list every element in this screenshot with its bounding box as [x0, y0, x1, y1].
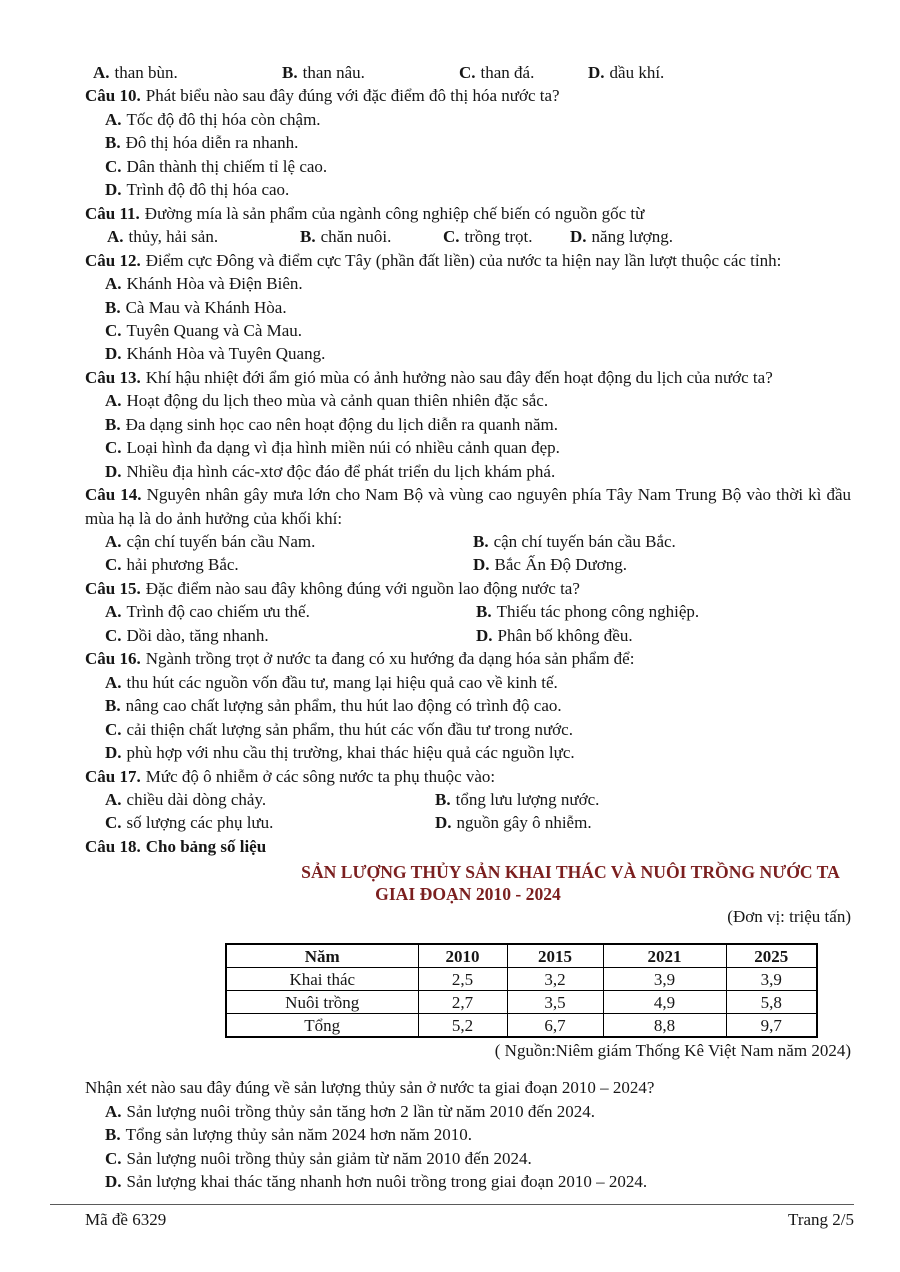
question-text: Phát biểu nào sau đây đúng với đặc điểm đô thị hóa nước ta?: [145, 86, 560, 106]
option-text: chăn nuôi.: [320, 227, 392, 247]
option: [85, 460, 851, 483]
option-letter: B.: [300, 227, 316, 247]
option: [85, 741, 851, 764]
option: [459, 61, 534, 84]
option-text: thủy, hải sản.: [128, 227, 219, 247]
option: [473, 553, 627, 576]
table-row: [226, 991, 817, 1014]
option-letter: A.: [105, 109, 122, 129]
table-cell: Tổng: [226, 1014, 418, 1038]
option-text: Tổng sản lượng thủy sản năm 2024 hơn năm 2010.: [125, 1125, 472, 1145]
options-row: [85, 530, 851, 553]
question-text: Khí hậu nhiệt đới ẩm gió mùa có ảnh hưởng nào sau đây đến hoạt động du lịch của nước ta?: [145, 367, 773, 387]
option: [85, 319, 851, 342]
table-cell: 9,7: [726, 1014, 817, 1038]
option: [435, 788, 599, 811]
question-stem: [85, 835, 851, 858]
option-text: Tốc độ đô thị hóa còn chậm.: [126, 109, 321, 129]
option: [473, 530, 676, 553]
table-cell: Nuôi trồng: [226, 991, 418, 1014]
option-text: chiều dài dòng chảy.: [126, 789, 267, 809]
question-label: Câu 12.: [85, 250, 141, 270]
option-letter: C.: [459, 63, 476, 82]
question-label: Câu 10.: [85, 86, 141, 106]
table-cell: 2,5: [418, 968, 507, 991]
option-text: Đô thị hóa diễn ra nhanh.: [125, 133, 299, 153]
question-text: Nguyên nhân gây mưa lớn cho Nam Bộ và vùng cao nguyên phía Tây Nam Trung Bộ vào thời kì đầu mùa hạ là do ảnh hưởng của khối khí:: [85, 485, 851, 528]
option-text: Khánh Hòa và Tuyên Quang.: [126, 344, 326, 364]
option-letter: B.: [105, 1125, 121, 1145]
option-text: Đa dạng sinh học cao nên hoạt động du lịch diễn ra quanh năm.: [125, 414, 559, 434]
option-letter: B.: [105, 133, 121, 153]
table-cell: 3,2: [507, 968, 603, 991]
option-text: cải thiện chất lượng sản phẩm, thu hút các vốn đầu tư trong nước.: [126, 719, 573, 739]
table-cell: 6,7: [507, 1014, 603, 1038]
question-label: Câu 14.: [85, 485, 142, 505]
table-cell: 2,7: [418, 991, 507, 1014]
option-list: [85, 671, 851, 765]
option-letter: D.: [105, 743, 122, 763]
question-stem: [85, 765, 851, 788]
options-row: [85, 624, 851, 647]
option-letter: D.: [105, 344, 122, 364]
table-title-line1: SẢN LƯỢNG THỦY SẢN KHAI THÁC VÀ NUÔI TRỒNG NƯỚC TA: [301, 862, 840, 883]
table-cell: 3,9: [726, 968, 817, 991]
option-letter: D.: [105, 1172, 122, 1192]
option-text: tổng lưu lượng nước.: [455, 789, 600, 809]
option-letter: A.: [105, 532, 122, 552]
option-letter: A.: [105, 789, 122, 809]
option: [85, 694, 851, 717]
table-source: ( Nguồn:Niêm giám Thống Kê Việt Nam năm 2024): [494, 1041, 851, 1061]
question-label: Câu 17.: [85, 766, 141, 786]
question-stem: [85, 483, 851, 530]
question-17: [85, 765, 851, 835]
option-letter: A.: [105, 391, 122, 411]
question-label: Câu 18.: [85, 836, 141, 856]
orphan-options-row: [85, 61, 851, 84]
question-label: Câu 11.: [85, 203, 140, 223]
option-text: Sản lượng khai thác tăng nhanh hơn nuôi trồng trong giai đoạn 2010 – 2024.: [126, 1172, 648, 1192]
table-cell: 3,5: [507, 991, 603, 1014]
option: [105, 600, 310, 623]
option-letter: C.: [105, 1148, 122, 1168]
option-letter: D.: [588, 63, 605, 82]
question-label: Câu 13.: [85, 367, 141, 387]
option-text: phù hợp với nhu cầu thị trường, khai thác hiệu quả các nguồn lực.: [126, 743, 575, 763]
option: [85, 436, 851, 459]
page-content: [85, 61, 851, 1194]
table-header-cell: Năm: [226, 944, 418, 968]
option-letter: B.: [435, 789, 451, 809]
option-text: cận chí tuyến bán cầu Bắc.: [493, 532, 676, 552]
question-14: [85, 483, 851, 577]
question-stem: [85, 84, 851, 107]
question-stem: [85, 647, 851, 670]
question-text: Điểm cực Đông và điểm cực Tây (phần đất liền) của nước ta hiện nay lần lượt thuộc các tỉnh:: [145, 250, 782, 270]
options-row: [85, 225, 851, 248]
option-list: [85, 272, 851, 366]
options-row: [85, 553, 851, 576]
option-text: Sản lượng nuôi trồng thủy sản giảm từ năm 2010 đến 2024.: [126, 1148, 532, 1168]
option-text: năng lượng.: [591, 227, 674, 247]
option-text: Tuyên Quang và Cà Mau.: [126, 320, 303, 340]
table-header-cell: 2025: [726, 944, 817, 968]
question-text: Cho bảng số liệu: [145, 836, 267, 856]
option: [588, 61, 664, 84]
option-text: cận chí tuyến bán cầu Nam.: [126, 532, 316, 552]
option-letter: D.: [473, 555, 490, 575]
question-stem: [85, 577, 851, 600]
question-stem: [85, 202, 851, 225]
option-letter: D.: [476, 625, 493, 645]
page-number: Trang 2/5: [788, 1210, 854, 1229]
table-title-line2: GIAI ĐOẠN 2010 - 2024: [375, 883, 561, 904]
table-header-cell: 2010: [418, 944, 507, 968]
table-header-row: [226, 944, 817, 968]
question-13: [85, 366, 851, 483]
option: [476, 624, 633, 647]
option-letter: D.: [570, 227, 587, 247]
option: [85, 272, 851, 295]
option-text: Hoạt động du lịch theo mùa và cảnh quan thiên nhiên đặc sắc.: [126, 391, 549, 411]
option: [85, 296, 851, 319]
question-18: [85, 835, 851, 1194]
option-letter: B.: [473, 532, 489, 552]
option: [85, 342, 851, 365]
option-letter: B.: [105, 297, 121, 317]
page-footer: [50, 1204, 854, 1230]
table-cell: 5,8: [726, 991, 817, 1014]
option: [105, 624, 269, 647]
question-label: Câu 16.: [85, 649, 141, 669]
option: [85, 178, 851, 201]
question-text: Đường mía là sản phẩm của ngành công nghiệp chế biến có nguồn gốc từ: [144, 203, 645, 223]
option-letter: A.: [105, 602, 122, 622]
option-list: [85, 389, 851, 483]
unit-note: (Đơn vị: triệu tấn): [727, 907, 851, 927]
option-letter: D.: [105, 180, 122, 200]
question-label: Câu 15.: [85, 578, 141, 598]
option: [300, 225, 391, 248]
exam-code: Mã đề 6329: [85, 1210, 167, 1229]
option-text: Khánh Hòa và Điện Biên.: [126, 274, 303, 294]
option: [570, 225, 673, 248]
option-text: than nâu.: [302, 63, 365, 82]
option: [107, 225, 218, 248]
option-text: Trình độ đô thị hóa cao.: [126, 180, 290, 200]
option-text: số lượng các phụ lưu.: [126, 813, 274, 833]
question-12: [85, 249, 851, 366]
option: [105, 788, 266, 811]
option-text: nguồn gây ô nhiễm.: [456, 813, 592, 833]
option-text: Bắc Ấn Độ Dương.: [494, 555, 627, 575]
option-text: thu hút các nguồn vốn đầu tư, mang lại hiệu quả cao về kinh tế.: [126, 672, 558, 692]
option: [85, 389, 851, 412]
option-text: Dân thành thị chiếm tỉ lệ cao.: [126, 156, 328, 176]
table-row: [226, 968, 817, 991]
option: [85, 1123, 851, 1146]
table-row: [226, 1014, 817, 1038]
option-list: [85, 1100, 851, 1194]
option: [85, 1170, 851, 1193]
question-15: [85, 577, 851, 647]
option-text: dầu khí.: [609, 63, 665, 82]
option: [105, 811, 273, 834]
option-text: than bùn.: [114, 63, 178, 82]
question-stem: [85, 366, 851, 389]
option-letter: C.: [105, 320, 122, 340]
question-11: [85, 202, 851, 249]
option: [282, 61, 365, 84]
option-letter: A.: [105, 274, 122, 294]
option: [85, 1147, 851, 1170]
option: [85, 131, 851, 154]
option-text: Nhiều địa hình các-xtơ độc đáo để phát triển du lịch khám phá.: [126, 461, 556, 481]
question-text: Mức độ ô nhiễm ở các sông nước ta phụ thuộc vào:: [145, 766, 496, 786]
table-cell: Khai thác: [226, 968, 418, 991]
option-letter: C.: [105, 813, 122, 833]
table-cell: 3,9: [603, 968, 726, 991]
option-text: nâng cao chất lượng sản phẩm, thu hút lao động có trình độ cao.: [125, 696, 562, 716]
options-row: [85, 811, 851, 834]
option-letter: B.: [282, 63, 298, 82]
option-letter: C.: [105, 555, 122, 575]
option: [435, 811, 592, 834]
option-letter: A.: [107, 227, 124, 247]
question-16: [85, 647, 851, 764]
option-text: than đá.: [480, 63, 535, 82]
option-text: Loại hình đa dạng vì địa hình miền núi có nhiều cảnh quan đẹp.: [126, 438, 560, 458]
table-cell: 5,2: [418, 1014, 507, 1038]
option-letter: C.: [443, 227, 460, 247]
option-letter: B.: [476, 602, 492, 622]
option-text: hải phương Bắc.: [126, 555, 239, 575]
option: [85, 155, 851, 178]
option-letter: C.: [105, 719, 122, 739]
table-header-cell: 2015: [507, 944, 603, 968]
option-letter: D.: [105, 461, 122, 481]
option-text: Dồi dào, tăng nhanh.: [126, 625, 269, 645]
option-letter: D.: [435, 813, 452, 833]
option-list: [85, 108, 851, 202]
table-header-cell: 2021: [603, 944, 726, 968]
option-letter: A.: [105, 672, 122, 692]
option: [85, 1100, 851, 1123]
option: [93, 61, 178, 84]
option-letter: B.: [105, 696, 121, 716]
option-text: Cà Mau và Khánh Hòa.: [125, 297, 287, 317]
followup-question: Nhận xét nào sau đây đúng về sản lượng thủy sản ở nước ta giai đoạn 2010 – 2024?: [85, 1078, 655, 1098]
option: [476, 600, 699, 623]
option: [443, 225, 533, 248]
option-text: trồng trọt.: [464, 227, 533, 247]
option-letter: A.: [93, 63, 110, 82]
table-cell: 4,9: [603, 991, 726, 1014]
option-text: Trình độ cao chiếm ưu thế.: [126, 602, 310, 622]
option: [85, 108, 851, 131]
option: [105, 553, 239, 576]
question-10: [85, 84, 851, 201]
option-letter: A.: [105, 1101, 122, 1121]
option-letter: B.: [105, 414, 121, 434]
option: [85, 718, 851, 741]
question-text: Ngành trồng trọt ở nước ta đang có xu hướng đa dạng hóa sản phẩm để:: [145, 649, 635, 669]
question-stem: [85, 249, 851, 272]
option-text: Sản lượng nuôi trồng thủy sản tăng hơn 2 lần từ năm 2010 đến 2024.: [126, 1101, 595, 1121]
option-letter: C.: [105, 156, 122, 176]
question-text: Đặc điểm nào sau đây không đúng với nguồn lao động nước ta?: [145, 578, 580, 598]
table-cell: 8,8: [603, 1014, 726, 1038]
options-row: [85, 600, 851, 623]
data-table: [225, 943, 818, 1038]
option: [85, 671, 851, 694]
option-text: Phân bố không đều.: [497, 625, 633, 645]
option-text: Thiếu tác phong công nghiệp.: [496, 602, 700, 622]
option-letter: C.: [105, 438, 122, 458]
option: [85, 413, 851, 436]
options-row: [85, 788, 851, 811]
option: [105, 530, 315, 553]
option-letter: C.: [105, 625, 122, 645]
